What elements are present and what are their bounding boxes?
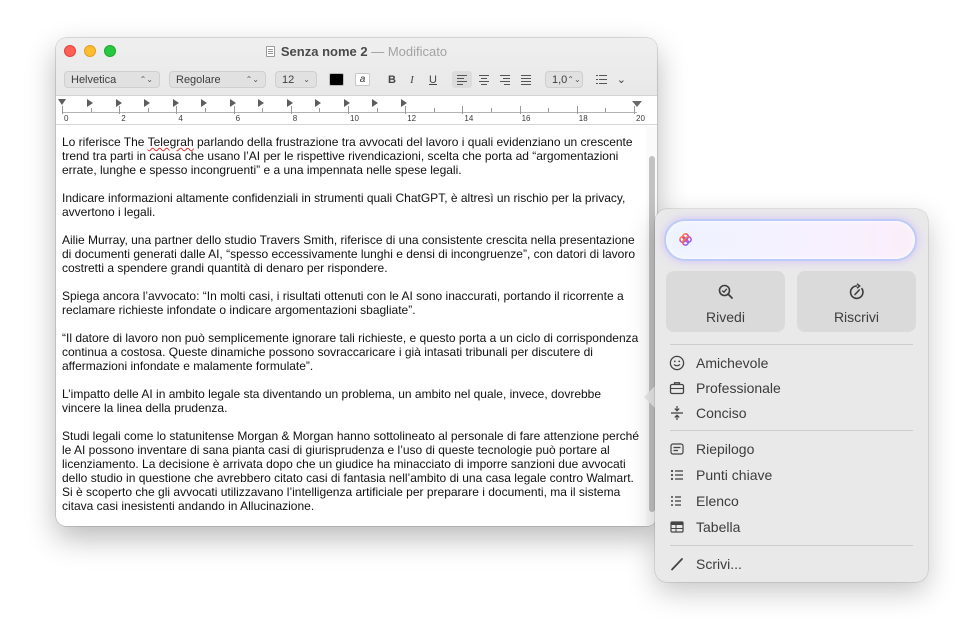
paragraph: “Il datore di lavoro non può semplicemente ignorare tali richieste, e questo porta a un ciclo di corrispondenza continua a costosa. Queste dinamiche possono sovraccaricare i già intasati tribunali per discutere di affermazioni infondate e malamente formulate”. (62, 331, 639, 373)
menu-item-label: Scrivi... (696, 556, 742, 572)
rewrite-icon (848, 283, 866, 301)
tab-stop-marker[interactable] (87, 99, 93, 107)
divider (670, 430, 913, 431)
menu-item-friendly[interactable] (669, 352, 914, 374)
proofread-button[interactable] (666, 271, 785, 332)
menu-item-summary[interactable] (669, 438, 914, 460)
paragraph: Lo riferisce The Telegrah parlando della frustrazione tra avvocati del lavoro i quali evidenziano un crescente trend tra parti in causa che usano l’AI per le rispettive rivendicazioni, scelta che porta ad “argomentazioni errate, lunghe e spesso incongruenti” e a una impennata nelle spese legali. (62, 135, 633, 177)
ruler-major-tick (62, 106, 63, 114)
ruler-minor-tick (262, 108, 263, 112)
writing-tools-popover (655, 209, 928, 582)
table-icon (669, 519, 685, 535)
textedit-window (56, 38, 657, 526)
first-line-indent-marker[interactable] (58, 99, 66, 105)
font-style-select[interactable] (169, 71, 266, 88)
ruler-minor-tick (176, 108, 177, 112)
font-size-value: 12 (282, 73, 295, 86)
paragraph: L’impatto delle AI in ambito legale sta diventando un problema, un ambito nel quale, invece, dovrebbe vincere la linea della prudenza. (62, 387, 602, 415)
menu-item-label: Amichevole (696, 355, 769, 371)
paragraph: Indicare informazioni altamente confidenziali in strumenti quali ChatGPT, è altresì un rischio per la privacy, avvertono i legali. (62, 191, 626, 219)
document-text-area[interactable] (56, 126, 646, 526)
popover-arrow (644, 386, 655, 408)
menu-item-label: Elenco (696, 493, 739, 509)
align-center-button[interactable] (474, 71, 494, 88)
ruler-minor-tick (377, 108, 378, 112)
ruler-minor-tick (91, 108, 92, 112)
tab-stop-marker[interactable] (287, 99, 293, 107)
ruler-label: 6 (235, 114, 241, 123)
concise-icon (669, 405, 685, 421)
font-family-value: Helvetica (71, 73, 117, 86)
menu-item-list[interactable] (669, 490, 914, 512)
document-icon (266, 46, 275, 57)
text-color-well[interactable] (329, 71, 344, 88)
ruler-minor-tick (462, 108, 463, 112)
ruler-label: 12 (407, 114, 417, 123)
ruler-minor-tick (405, 108, 406, 112)
rewrite-button[interactable] (797, 271, 916, 332)
align-center-icon (479, 75, 489, 84)
tab-stop-marker[interactable] (258, 99, 264, 107)
justify-icon (521, 75, 531, 84)
italic-button[interactable]: I (410, 73, 414, 86)
ruler-minor-tick (348, 108, 349, 112)
menu-item-concise[interactable] (669, 402, 914, 424)
menu-item-table[interactable] (669, 516, 914, 538)
ruler-label: 14 (464, 114, 474, 123)
font-size-combo[interactable] (275, 71, 317, 88)
ruler-label: 4 (178, 114, 183, 123)
ruler-minor-tick (548, 108, 549, 112)
ruler-label: 2 (121, 114, 126, 123)
underline-button[interactable]: U (429, 73, 437, 86)
window-title (56, 44, 657, 59)
align-right-icon (500, 75, 510, 84)
ruler-label: 10 (350, 114, 359, 123)
tab-stop-marker[interactable] (315, 99, 321, 107)
paragraph: Ailie Murray, una partner dello studio Travers Smith, riferisce di una consistente crescita nella presentazione di documenti generati dalle AI, “spesso eccessivamente lunghi e densi di incongruenze”, con datori di lavoro costretti a spendere grandi quantità di denaro per rispondere. (62, 233, 635, 275)
menu-item-label: Tabella (696, 519, 741, 535)
ruler[interactable] (56, 96, 657, 125)
menu-item-key-points[interactable] (669, 464, 914, 486)
ruler-minor-tick (605, 108, 606, 112)
ruler-minor-tick (234, 108, 235, 112)
ruler-label: 16 (521, 114, 531, 123)
tab-stop-marker[interactable] (230, 99, 236, 107)
ruler-minor-tick (148, 108, 149, 112)
paragraph: Spiega ancora l’avvocato: “In molti casi, i risultati ottenuti con le AI sono inaccurati, portando il ricorrente a reclamare richieste infondate o indicare argomentazioni sbagliate”. (62, 289, 624, 317)
tab-stop-marker[interactable] (344, 99, 350, 107)
ruler-label: 0 (64, 114, 69, 123)
font-style-value: Regolare (176, 73, 221, 86)
chevron-updown-icon: ⌃⌄ (567, 75, 581, 84)
ruler-major-tick (634, 106, 635, 114)
ruler-minor-tick (520, 108, 521, 112)
divider (670, 545, 913, 546)
key-points-icon (669, 467, 685, 483)
ruler-minor-tick (291, 108, 292, 112)
smiley-icon (669, 355, 685, 371)
ruler-minor-tick (205, 108, 206, 112)
menu-item-label: Punti chiave (696, 467, 773, 483)
menu-item-label: Riepilogo (696, 441, 755, 457)
apple-intelligence-icon (678, 232, 693, 247)
text-color-swatch (329, 73, 344, 86)
chevron-updown-icon: ⌃⌄ (245, 75, 259, 84)
line-spacing-select[interactable] (545, 71, 583, 88)
briefcase-icon (669, 380, 685, 396)
line-spacing-value: 1,0 (552, 73, 568, 86)
justify-button[interactable] (516, 71, 536, 88)
chevron-updown-icon: ⌃⌄ (139, 75, 153, 84)
tab-stop-marker[interactable] (173, 99, 179, 107)
ruler-label: 18 (578, 114, 588, 123)
proofread-label: Rivedi (706, 309, 745, 325)
menu-item-compose[interactable] (669, 553, 914, 575)
right-margin-marker[interactable] (632, 101, 642, 107)
bullet-list-icon (596, 75, 607, 84)
list-icon (669, 493, 685, 509)
tab-stop-marker[interactable] (116, 99, 122, 107)
tab-stop-marker[interactable] (401, 99, 407, 107)
ruler-minor-tick (119, 108, 120, 112)
menu-item-professional[interactable] (669, 377, 914, 399)
menu-item-label: Conciso (696, 405, 747, 421)
ruler-minor-tick (434, 108, 435, 112)
document-name: Senza nome 2 (280, 44, 368, 59)
document-state: Modificato (387, 44, 448, 59)
highlight-color-button[interactable] (355, 71, 370, 88)
align-left-icon (457, 75, 467, 84)
paragraph: Studi legali come lo statunitense Morgan & Morgan hanno sottolineato al personale di fare attenzione perché le AI possono inventare di sana pianta casi di giurisprudenza e l’uso di queste tecnologie può portare al licenziamento. La decisione è arrivata dopo che un giudice ha minacciato di imporre sanzioni due avvocati dello studio in questione che avrebbero citato casi di fantasia nell’ambito di una casa legale contro Walmart. Si è scoperto che gli avvocati utilizzavano l’intelligenza artificiale per preparare i documenti, ma il sistema citava casi inesistenti andando in Allucinazione. (62, 429, 640, 513)
pencil-icon (669, 556, 685, 572)
ruler-minor-tick (491, 108, 492, 112)
magnifier-icon (717, 283, 735, 301)
summary-icon (669, 441, 685, 457)
tab-stop-marker[interactable] (372, 99, 378, 107)
divider (670, 344, 913, 345)
describe-change-input[interactable] (666, 221, 915, 259)
list-bullet-select[interactable] (596, 71, 626, 88)
misspelled-word: Telegrah (147, 135, 194, 149)
tab-stop-marker[interactable] (201, 99, 207, 107)
title-separator: — (371, 44, 385, 59)
font-family-select[interactable] (64, 71, 160, 88)
chevron-down-icon: ⌄ (303, 75, 310, 84)
align-right-button[interactable] (495, 71, 515, 88)
menu-item-label: Professionale (696, 380, 781, 396)
ruler-label: 8 (292, 114, 298, 123)
ruler-minor-tick (319, 108, 320, 112)
chevron-down-icon: ⌄ (616, 74, 626, 86)
ruler-minor-tick (577, 108, 578, 112)
titlebar (56, 38, 657, 96)
ruler-label: 20 (636, 114, 645, 123)
align-left-button[interactable] (452, 71, 472, 88)
highlight-icon: a (355, 73, 370, 86)
rewrite-label: Riscrivi (833, 309, 880, 325)
bold-button[interactable]: B (388, 73, 396, 86)
tab-stop-marker[interactable] (144, 99, 150, 107)
